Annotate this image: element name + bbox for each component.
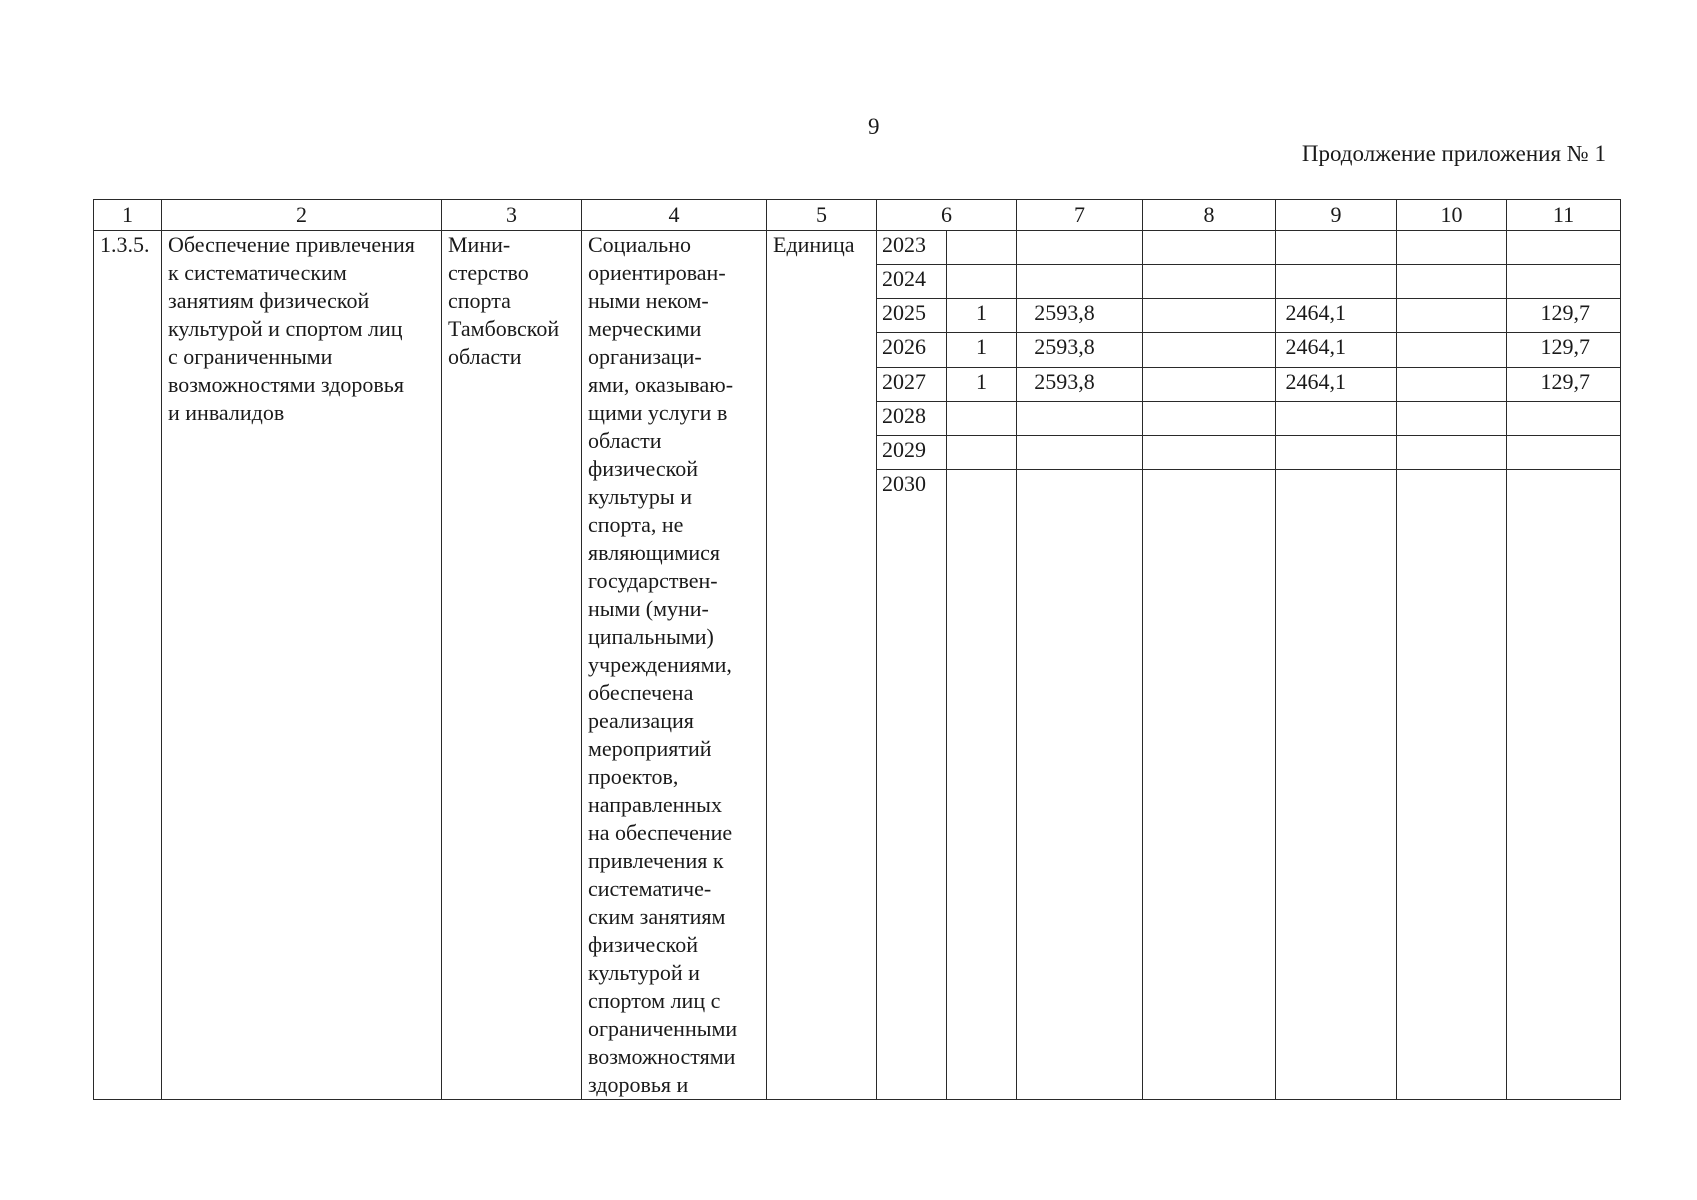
item-code: 1.3.5. [94,231,162,1100]
item-name: Обеспечение привлечения к систематическим занятиям физической культурой и спортом лиц с ограниченными возможностями здоровья и инвалидов [162,231,442,1100]
value-col8 [1143,367,1276,401]
count-cell [947,401,1017,435]
year-cell: 2028 [877,401,947,435]
value-col9: 2464,1 [1276,299,1397,333]
year-cell: 2030 [877,470,947,1100]
value-col9 [1276,231,1397,265]
year-cell: 2026 [877,333,947,367]
value-col8 [1143,231,1276,265]
value-col11: 129,7 [1507,333,1621,367]
item-unit: Единица [767,231,877,1100]
value-col10 [1397,401,1507,435]
value-col8 [1143,435,1276,469]
value-col9 [1276,265,1397,299]
column-header: 1 [94,200,162,231]
column-header: 9 [1276,200,1397,231]
value-col9 [1276,470,1397,1100]
value-col10 [1397,333,1507,367]
value-col7 [1017,470,1143,1100]
value-col8 [1143,265,1276,299]
value-col11: 129,7 [1507,299,1621,333]
count-cell [947,470,1017,1100]
column-header: 5 [767,200,877,231]
column-header: 8 [1143,200,1276,231]
year-cell: 2029 [877,435,947,469]
item-result: Социально ориентирован- ными неком- мерческими организаци- ями, оказываю- щими услуги в области физической культуры и спорта, не являющимися государствен- ными (муни- ципальными) учреждениями, обеспечена реализация мероприятий проектов, направленных на обеспечение привлечения к систематиче- ским занятиям физической культурой и спортом лиц с ограниченными возможностями здоровья и [582,231,767,1100]
year-cell: 2024 [877,265,947,299]
value-col7 [1017,435,1143,469]
value-col11: 129,7 [1507,367,1621,401]
value-col10 [1397,299,1507,333]
value-col10 [1397,435,1507,469]
count-cell [947,231,1017,265]
year-cell: 2025 [877,299,947,333]
value-col9 [1276,435,1397,469]
value-col10 [1397,367,1507,401]
count-cell: 1 [947,299,1017,333]
table-row [94,231,1621,265]
value-col10 [1397,470,1507,1100]
value-col9: 2464,1 [1276,367,1397,401]
count-cell: 1 [947,367,1017,401]
value-col11 [1507,470,1621,1100]
value-col9 [1276,401,1397,435]
column-header: 2 [162,200,442,231]
value-col9: 2464,1 [1276,333,1397,367]
value-col8 [1143,299,1276,333]
year-cell: 2027 [877,367,947,401]
value-col7 [1017,231,1143,265]
appendix-continuation-label: Продолжение приложения № 1 [1301,141,1606,166]
value-col7: 2593,8 [1017,333,1143,367]
page-number: 9 [868,114,880,139]
value-col7: 2593,8 [1017,367,1143,401]
column-header: 3 [442,200,582,231]
value-col8 [1143,333,1276,367]
value-col11 [1507,231,1621,265]
count-cell [947,435,1017,469]
column-header: 11 [1507,200,1621,231]
value-col8 [1143,401,1276,435]
column-header: 7 [1017,200,1143,231]
value-col11 [1507,435,1621,469]
column-header: 6 [877,200,1017,231]
count-cell: 1 [947,333,1017,367]
value-col11 [1507,265,1621,299]
column-number-row [94,200,1621,231]
value-col7 [1017,401,1143,435]
value-col10 [1397,231,1507,265]
year-cell: 2023 [877,231,947,265]
item-executor: Мини- стерство спорта Тамбовской области [442,231,582,1100]
value-col10 [1397,265,1507,299]
value-col7 [1017,265,1143,299]
value-col11 [1507,401,1621,435]
value-col8 [1143,470,1276,1100]
column-header: 4 [582,200,767,231]
column-header: 10 [1397,200,1507,231]
count-cell [947,265,1017,299]
value-col7: 2593,8 [1017,299,1143,333]
appendix-table [93,199,1621,1100]
